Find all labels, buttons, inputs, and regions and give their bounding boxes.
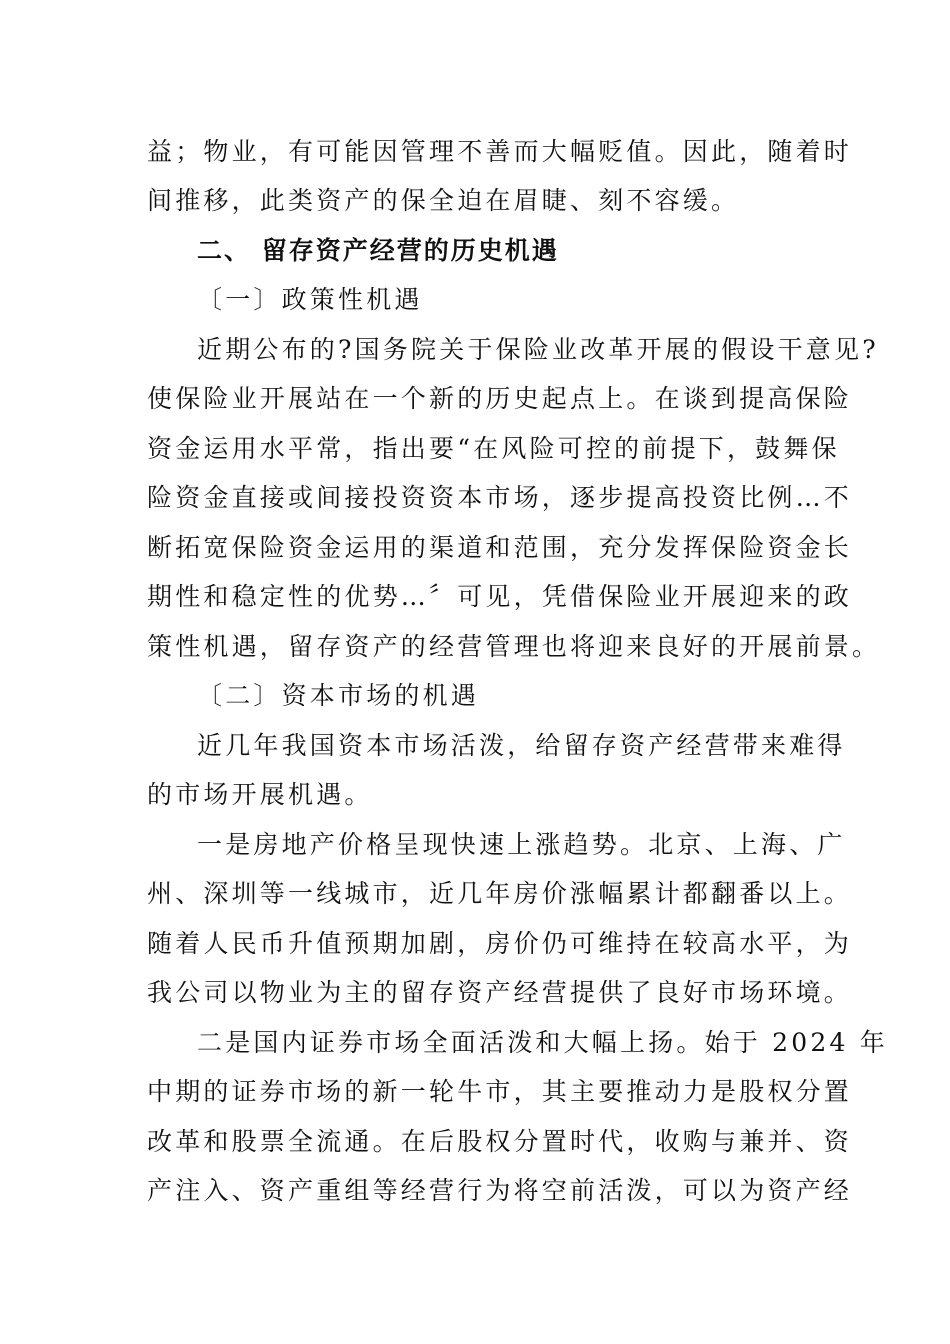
- paragraph-line: 的市场开展机遇。: [147, 780, 373, 809]
- paragraph-line: 我公司以物业为主的留存资产经营提供了良好市场环境。: [147, 978, 853, 1007]
- paragraph-line: 间推移，此类资产的保全迫在眉睫、刻不容缓。: [147, 186, 740, 215]
- paragraph-line: 二是国内证券市场全面活泼和大幅上扬。始于 2024 年: [197, 1028, 888, 1057]
- paragraph-line: 产注入、资产重组等经营行为将空前活泼，可以为资产经: [147, 1176, 853, 1205]
- paragraph-line: 资金运用水平常，指出要“在风险可控的前提下，鼓舞保: [147, 434, 840, 463]
- paragraph-line: 随着人民币升值预期加剧，房价仍可维持在较高水平，为: [147, 929, 853, 958]
- paragraph-line: 一是房地产价格呈现快速上涨趋势。北京、上海、广: [197, 830, 846, 859]
- paragraph-line: 中期的证券市场的新一轮牛市，其主要推动力是股权分置: [147, 1077, 853, 1106]
- paragraph-line: 期性和稳定性的优势…〞可见，凭借保险业开展迎来的政: [147, 582, 853, 611]
- paragraph-line: 益；物业，有可能因管理不善而大幅贬值。因此，随着时: [147, 137, 853, 166]
- paragraph-line: 断拓宽保险资金运用的渠道和范围，充分发挥保险资金长: [147, 533, 853, 562]
- paragraph-line: 近期公布的?国务院关于保险业改革开展的假设干意见?: [197, 335, 879, 364]
- subsection-heading: 〔一〕政策性机遇: [197, 285, 423, 314]
- paragraph-line: 改革和股票全流通。在后股权分置时代，收购与兼并、资: [147, 1127, 853, 1156]
- section-heading: 二、 留存资产经营的历史机遇: [197, 236, 559, 265]
- paragraph-line: 策性机遇，留存资产的经营管理也将迎来良好的开展前景。: [147, 632, 881, 661]
- paragraph-line: 使保险业开展站在一个新的历史起点上。在谈到提高保险: [147, 384, 853, 413]
- paragraph-line: 险资金直接或间接投资资本市场，逐步提高投资比例…不: [147, 483, 853, 512]
- paragraph-line: 近几年我国资本市场活泼，给留存资产经营带来难得: [197, 731, 846, 760]
- paragraph-line: 州、深圳等一线城市，近几年房价涨幅累计都翻番以上。: [147, 879, 853, 908]
- subsection-heading: 〔二〕资本市场的机遇: [197, 681, 480, 710]
